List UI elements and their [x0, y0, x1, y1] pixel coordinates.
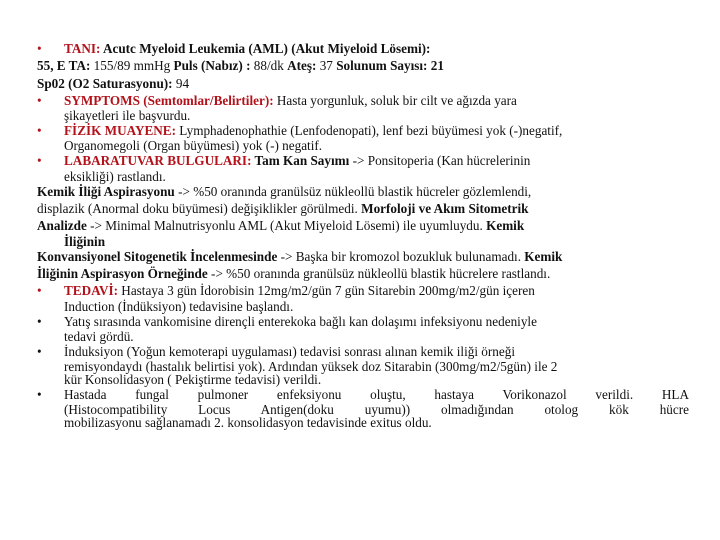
marrow-line-4 — [37, 235, 689, 248]
treatment-label: TEDAVİ: — [64, 283, 118, 299]
diagnosis-text: Acutc Myeloid Leukemia (AML) (Akut Miyeloid Lösemi): — [100, 41, 431, 56]
marrow-line-1 — [37, 183, 689, 200]
exam-line — [37, 122, 689, 139]
bullet: • — [37, 153, 42, 169]
outcome-cont-1: (Histocompatibility Locus Antigen(doku uyumu)) olmadığından otolog kök hücre — [64, 402, 689, 418]
induction-text: İnduksiyon (Yoğun kemoterapi uygulaması) tedavisi sonrası alınan kemik iliği örneği — [64, 343, 515, 359]
induction-line — [37, 343, 689, 360]
pulse-label: Puls (Nabız) : — [173, 58, 251, 74]
aspiration-line — [37, 265, 689, 282]
symptoms-cont: şikayetleri ile başvurdu. — [64, 108, 191, 124]
aspiration-text: -> %50 oranında granülsüz nükleollü blastik hücrelere rastlandı. — [207, 265, 551, 281]
exam-label: FİZİK MUAYENE: — [64, 123, 176, 139]
marrow-label: Kemik İliği Aspirasyonu — [37, 183, 175, 199]
marrow-text: -> %50 oranında granülsüz nükleollü blastik hücreler gözlemlendi, — [174, 183, 532, 199]
age-ta-label: 55, E TA: — [37, 58, 91, 74]
treatment-cont: Induction (İndüksiyon) tedavisine başlandı. — [64, 298, 294, 314]
spo2-value: 94 — [172, 75, 190, 91]
outcome-line — [37, 386, 689, 403]
marrow-line-2 — [37, 200, 689, 217]
resp-value: 21 — [427, 58, 444, 74]
dysplasia-text: displazik (Anormal doku büyümesi) değişiklikler görülmedi. — [37, 201, 362, 217]
aspiration-label: İliğinin Aspirasyon Örneğinde — [37, 265, 208, 281]
lab-line — [37, 152, 689, 169]
spo2-line — [37, 75, 689, 92]
spo2-label: Sp02 (O2 Saturasyonu): — [37, 75, 173, 91]
bullet: • — [37, 387, 42, 403]
fever-label: Ateş: — [287, 58, 317, 74]
document-body — [37, 40, 689, 429]
exam-cont: Organomegoli (Organ büyümesi) yok (-) negatif. — [64, 138, 323, 154]
symptoms-text: Hasta yorgunluk, soluk bir cilt ve ağızda yara — [273, 92, 517, 108]
lab-label: LABARATUVAR BULGULARI: — [64, 153, 252, 169]
cytogenetic-label: Konvansiyonel Sitogenetik İncelenmesinde — [37, 248, 278, 264]
marrow-line-3 — [37, 217, 689, 234]
resp-label: Solunum Sayısı: — [336, 58, 428, 74]
cytogenetic-line — [37, 248, 689, 265]
outcome-cont-2: mobilizasyonu sağlanamadı 2. konsolidasyon tedavisinde exitus oldu. — [64, 415, 432, 431]
lab-cont: eksikliği) rastlandı. — [64, 168, 166, 184]
exam-text: Lymphadenophathie (Lenfodenopati), lenf bezi büyümesi yok (-)negatif, — [175, 123, 563, 139]
induction-cont-1: remisyondaydı (hastalık belirtisi yok). Ardından yüksek doz Sitarabin (300mg/m2/5gün) ile 2 — [64, 359, 558, 375]
bullet: • — [37, 283, 42, 299]
infection-text: Yatış sırasında vankomisine dirençli enterekoka bağlı kan dolaşımı infeksiyonu nedeniyle — [64, 313, 537, 329]
iliginin-label: İliğinin — [64, 233, 106, 249]
lab-text: -> Ponsitoperia (Kan hücrelerinin — [349, 153, 531, 169]
infection-cont: tedavi gördü. — [64, 328, 134, 344]
diagnosis-label: TANI: — [64, 41, 101, 56]
bullet: • — [37, 123, 42, 139]
cytogenetic-text: -> Başka bir kromozol bozukluk bulunamadı. — [277, 248, 525, 264]
diagnosis-line — [37, 40, 689, 57]
kemik-label: Kemik — [486, 218, 525, 234]
ta-value: 155/89 mmHg — [90, 58, 174, 74]
lab-cbc: Tam Kan Sayımı — [251, 153, 350, 169]
bullet: • — [37, 343, 42, 359]
kemik-label-2: Kemik — [524, 248, 563, 264]
infection-line — [37, 313, 689, 330]
analysis-label: Analizde — [37, 218, 87, 234]
vitals-line — [37, 57, 689, 74]
treatment-line — [37, 282, 689, 299]
induction-cont-2: kür Konsolidasyon ( Pekiştirme tedavisi) verildi. — [64, 372, 322, 388]
bullet: • — [37, 313, 42, 329]
outcome-text: Hastada fungal pulmoner enfeksiyonu oluştu, hastaya Vorikonazol verildi. HLA — [64, 387, 689, 403]
symptoms-label: SYMPTOMS (Semtomlar/Belirtiler): — [64, 92, 274, 108]
bullet: • — [37, 92, 42, 108]
fever-value: 37 — [316, 58, 337, 74]
pulse-value: 88/dk — [250, 58, 288, 74]
analysis-text: -> Minimal Malnutrisyonlu AML (Akut Miyeloid Lösemi) ile uyumluydu. — [86, 218, 487, 234]
treatment-text: Hastaya 3 gün İdorobisin 12mg/m2/gün 7 gün Sitarebin 200mg/m2/gün içeren — [118, 283, 535, 299]
bullet: • — [37, 41, 42, 56]
symptoms-line — [37, 92, 689, 109]
morphology-label: Morfoloji ve Akım Sitometrik — [361, 201, 529, 217]
